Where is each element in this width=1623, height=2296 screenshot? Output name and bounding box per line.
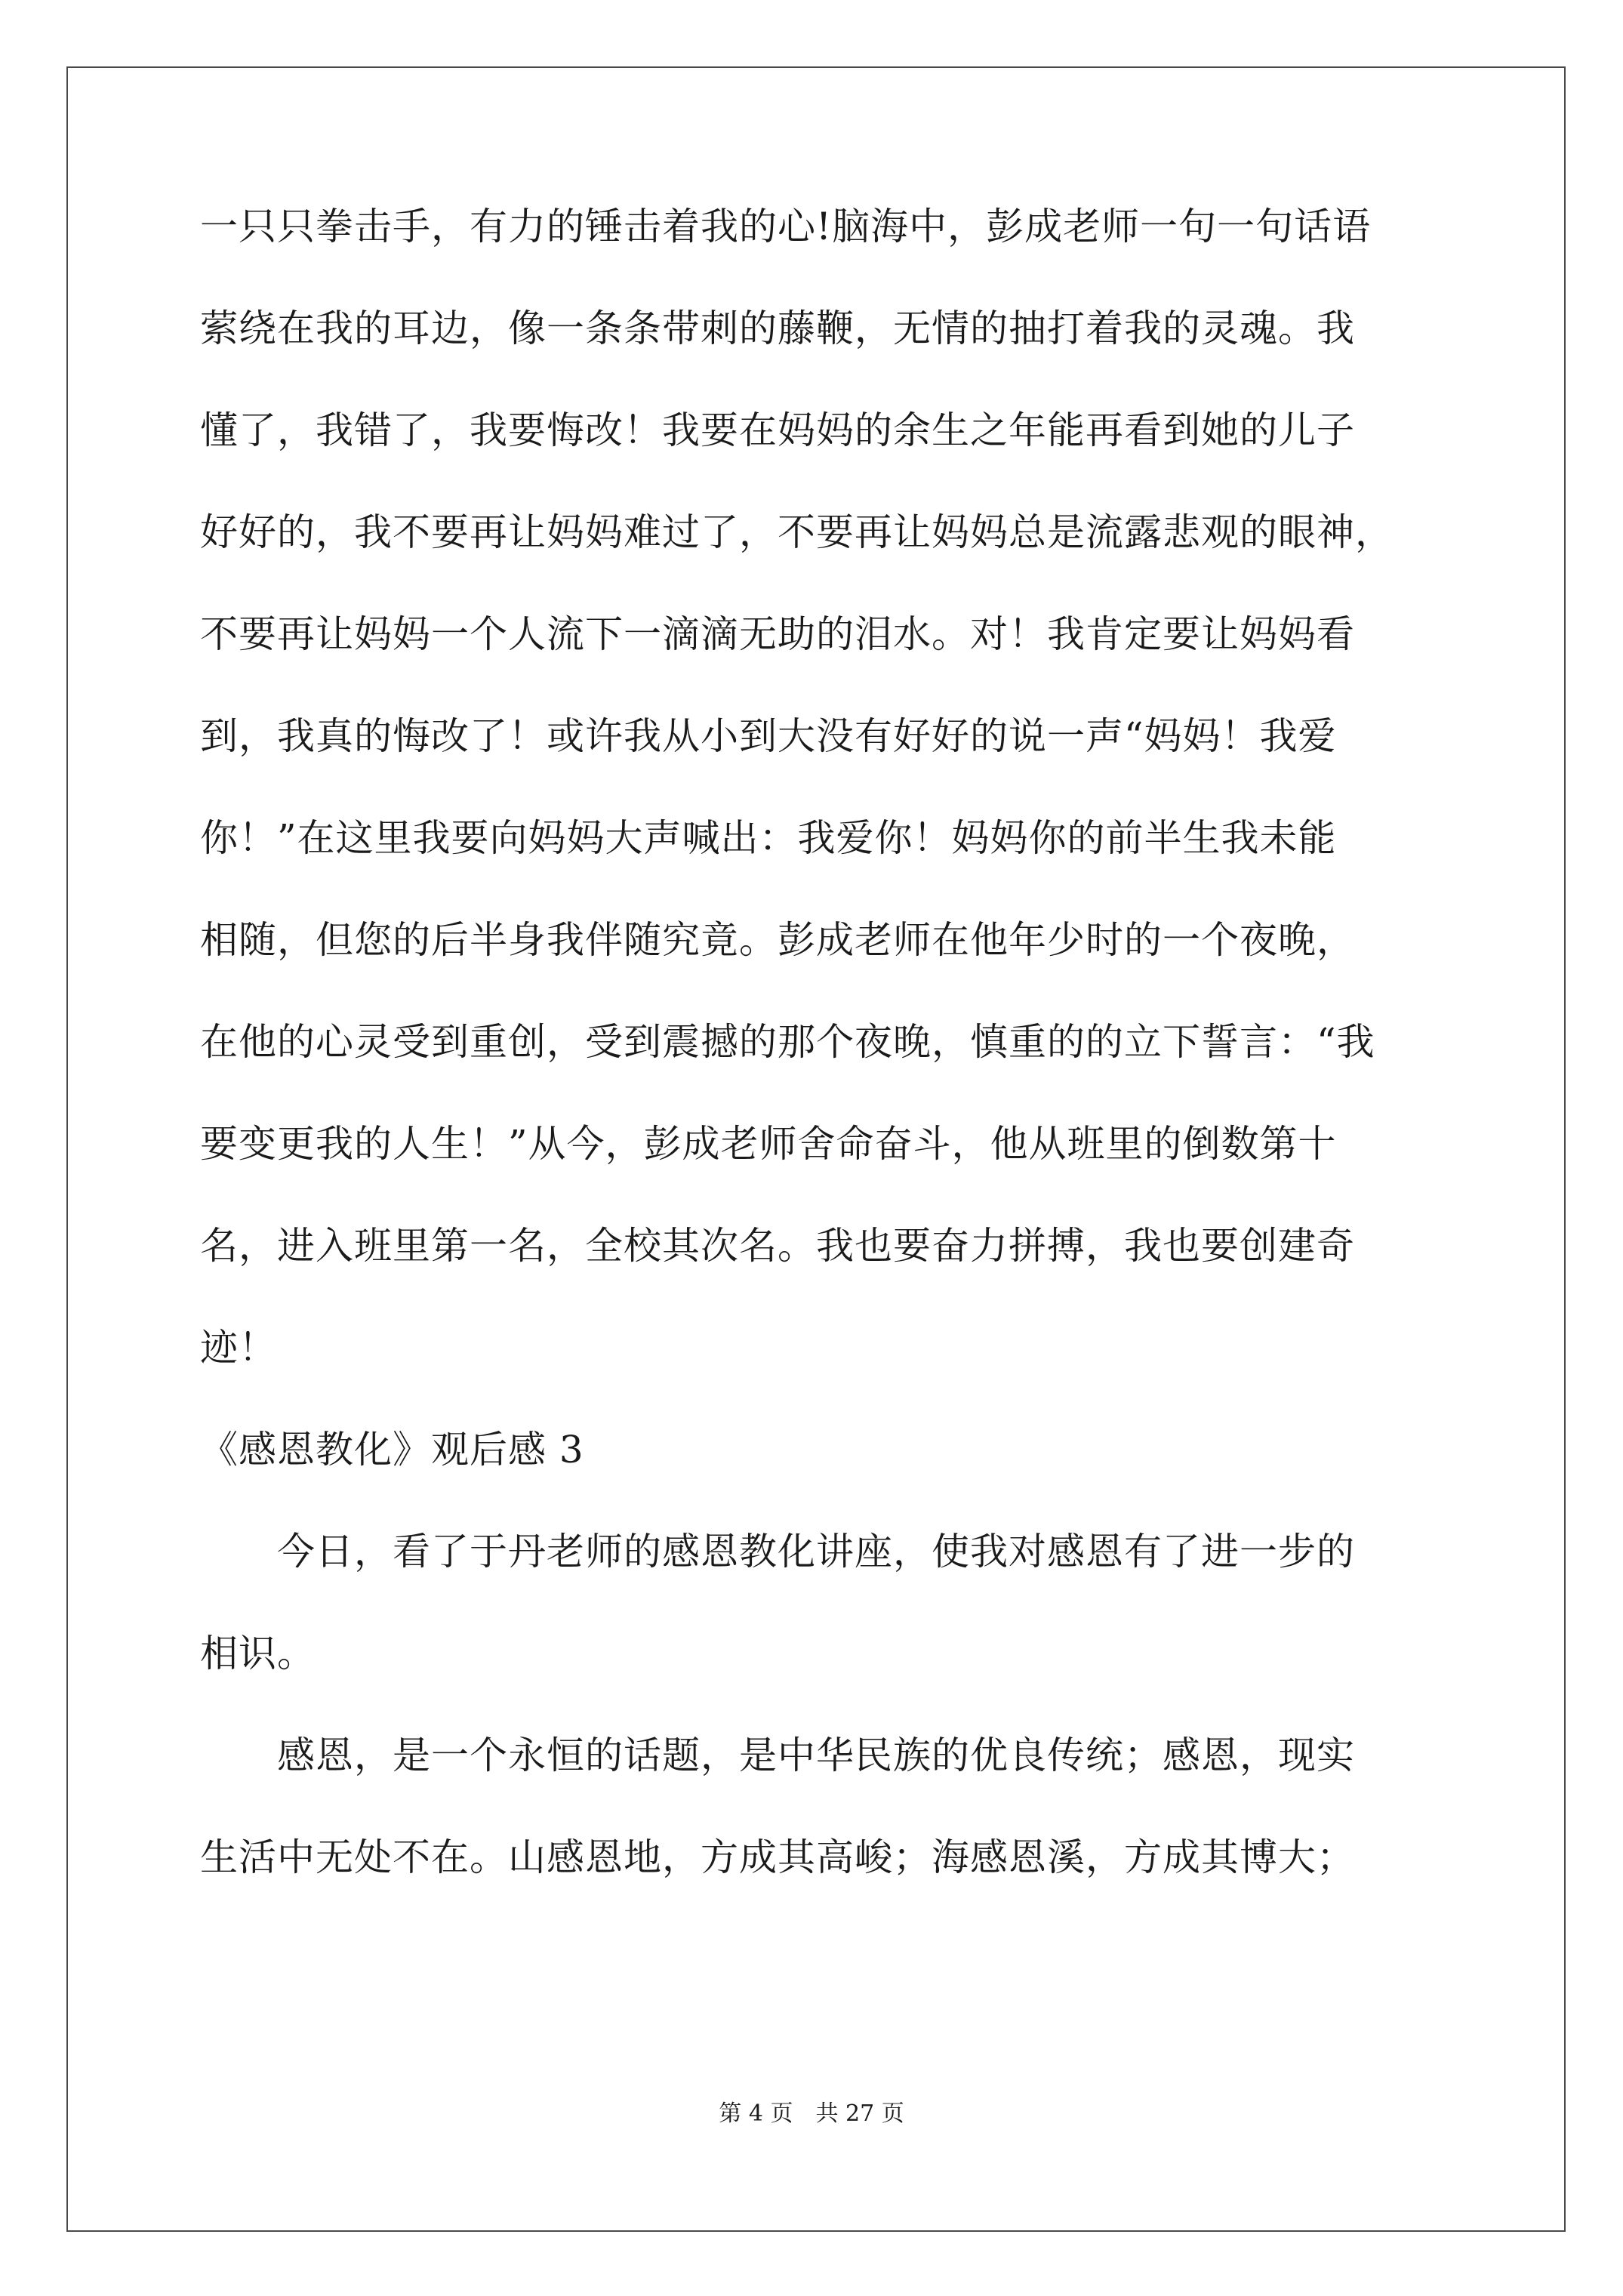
text-line: 懂了，我错了，我要悔改！我要在妈妈的余生之年能再看到她的儿子	[200, 408, 1355, 452]
text-line: 好好的，我不要再让妈妈难过了，不要再让妈妈总是流露悲观的眼神，	[200, 510, 1394, 554]
text-line: 相随，但您的后半身我伴随究竟。彭成老师在他年少时的一个夜晚，	[200, 918, 1355, 962]
text-line: 到，我真的悔改了！或许我从小到大没有好好的说一声“妈妈！我爱	[200, 714, 1337, 758]
text-line: 感恩，是一个永恒的话题，是中华民族的优良传统；感恩，现实	[200, 1734, 1355, 1777]
text-line: 你！”在这里我要向妈妈大声喊出：我爱你！妈妈你的前半生我未能	[200, 816, 1337, 860]
text-line: 在他的心灵受到重创，受到震撼的那个夜晚，慎重的的立下誓言：“我	[200, 1020, 1375, 1064]
text-line: 不要再让妈妈一个人流下一滴滴无助的泪水。对！我肯定要让妈妈看	[200, 612, 1355, 656]
text-line: 今日，看了于丹老师的感恩教化讲座，使我对感恩有了进一步的	[200, 1530, 1355, 1573]
text-line: 迹！	[200, 1326, 277, 1370]
text-line: 要变更我的人生！”从今，彭成老师舍命奋斗，他从班里的倒数第十	[200, 1122, 1337, 1166]
page-number-footer: 第 4 页 共 27 页	[719, 2100, 904, 2127]
text-line: 一只只拳击手，有力的锤击着我的心!脑海中，彭成老师一句一句话语	[200, 205, 1372, 248]
text-line: 名，进入班里第一名，全校其次名。我也要奋力拼搏，我也要创建奇	[200, 1224, 1355, 1268]
document-body	[200, 205, 1438, 1940]
text-line: 生活中无处不在。山感恩地，方成其高峻；海感恩溪，方成其博大；	[200, 1835, 1355, 1879]
text-line: 相识。	[200, 1632, 316, 1675]
section-title: 《感恩教化》观后感 3	[200, 1428, 584, 1472]
text-line: 萦绕在我的耳边，像一条条带刺的藤鞭，无情的抽打着我的灵魂。我	[200, 307, 1355, 350]
